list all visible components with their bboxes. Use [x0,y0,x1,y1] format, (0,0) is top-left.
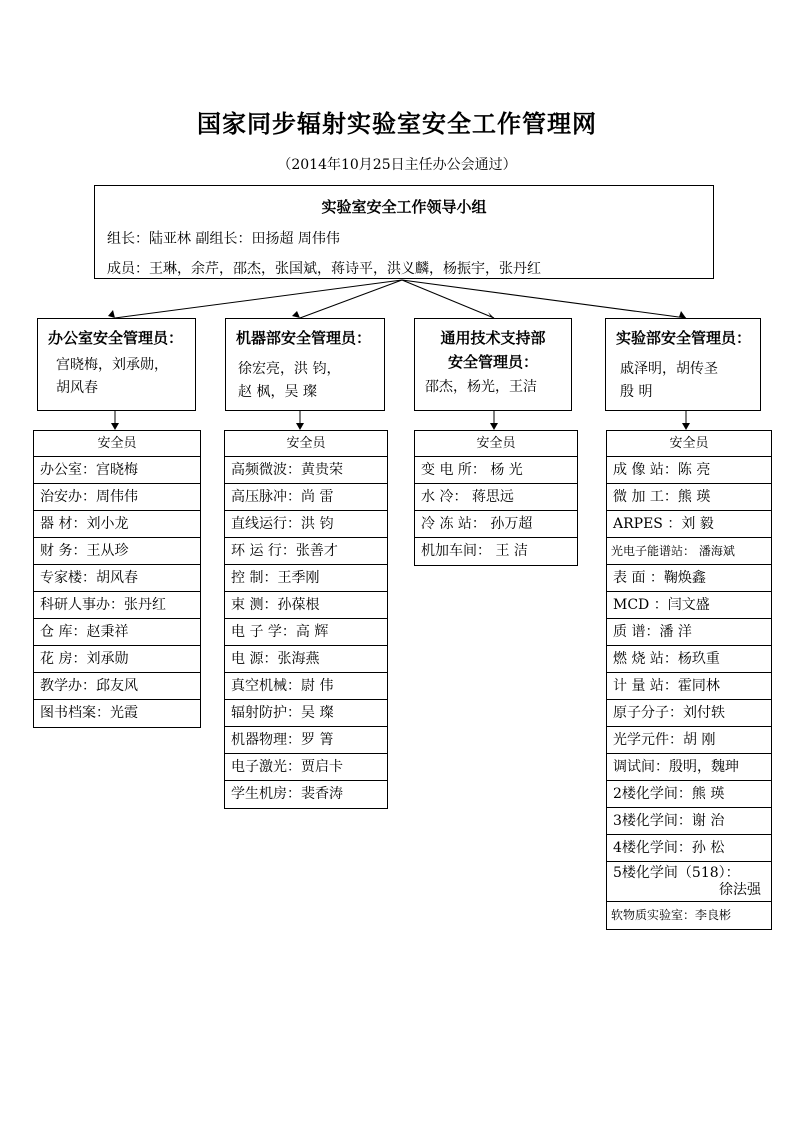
safety-officer-row: 专家楼：胡风春 [34,565,200,592]
tech-support-manager-heading-2: 安全管理员： [447,353,538,371]
safety-officer-header: 安全员 [415,431,577,457]
safety-officer-row: 财 务：王从珍 [34,538,200,565]
safety-officer-row: 环 运 行：张善才 [225,538,387,565]
machine-manager-heading: 机器部安全管理员： [236,329,372,347]
experiment-safety-table [606,430,772,930]
machine-safety-table [224,430,388,809]
page-subtitle: （2014年10月25日主任办公会通过） [277,157,517,173]
safety-officer-row: 质 谱：潘 洋 [607,619,771,646]
office-safety-table [33,430,201,728]
safety-officer-row-label: 5楼化学间（518）： [613,865,740,881]
safety-officer-row: 4楼化学间：孙 松 [607,835,771,862]
safety-officer-row: 仓 库：赵秉祥 [34,619,200,646]
machine-manager-names-1: 徐宏亮，洪 钧， [238,361,341,377]
safety-officer-row: 办公室：宫晓梅 [34,457,200,484]
safety-officer-row: 机加车间： 王 洁 [421,543,528,559]
safety-officer-row: 电 源：张海燕 [225,646,387,673]
tech-support-manager-heading: 通用技术支持部 [440,329,546,347]
safety-officer-row: 光电子能谱站： 潘海斌 [607,538,771,565]
tech-support-manager-names: 邵杰，杨光，王洁 [425,379,537,395]
safety-officer-row: 光学元件：胡 刚 [607,727,771,754]
leadership-group-box [94,185,714,279]
safety-officer-row: 花 房：刘承勋 [34,646,200,673]
safety-officer-row: 燃 烧 站：杨玖重 [607,646,771,673]
safety-officer-row: 高压脉冲：尚 雷 [225,484,387,511]
safety-officer-row: 治安办：周伟伟 [34,484,200,511]
safety-officer-row: 原子分子：刘付轶 [607,700,771,727]
safety-officer-row: 电 子 学：高 辉 [225,619,387,646]
leadership-heading: 实验室安全工作领导小组 [321,198,487,216]
safety-officer-row: 高频微波：黄贵荣 [225,457,387,484]
page-title: 国家同步辐射实验室安全工作管理网 [197,109,597,138]
safety-officer-row: MCD ：闫文盛 [607,592,771,619]
safety-officer-row: 器 材：刘小龙 [34,511,200,538]
members-line: 成员：王琳，余芹，邵杰，张国斌，蒋诗平，洪义麟，杨振宇，张丹红 [107,261,541,277]
safety-officer-row: 控 制：王季刚 [225,565,387,592]
safety-officer-row: 学生机房：裴香涛 [231,786,343,802]
safety-officer-row: 直线运行：洪 钧 [225,511,387,538]
office-manager-box [37,318,196,411]
office-manager-names-2: 胡风春 [56,380,98,396]
safety-officer-row: 变 电 所： 杨 光 [415,457,577,484]
safety-officer-row-name: 徐法强 [719,882,761,898]
experiment-manager-box [605,318,761,411]
experiment-manager-heading: 实验部安全管理员： [616,329,752,347]
experiment-manager-names-2: 殷 明 [620,384,653,400]
safety-officer-row: 软物质实验室：李良彬 [611,908,732,922]
safety-officer-row: 成 像 站：陈 亮 [607,457,771,484]
safety-officer-row: 水 冷： 蒋思远 [415,484,577,511]
safety-officer-row: 调试间：殷明，魏珅 [607,754,771,781]
office-manager-heading: 办公室安全管理员： [48,329,184,347]
safety-officer-row: 微 加 工：熊 瑛 [607,484,771,511]
safety-officer-row: 图书档案：光霞 [40,705,138,721]
safety-officer-row: 计 量 站：霍同林 [607,673,771,700]
safety-officer-header: 安全员 [225,431,387,457]
safety-officer-header: 安全员 [607,431,771,457]
safety-officer-row: 束 测：孙葆根 [225,592,387,619]
machine-manager-names-2: 赵 枫，吴 璨 [238,384,317,400]
office-manager-names-1: 宫晓梅，刘承勋， [56,357,168,373]
safety-officer-row: 教学办：邱友风 [34,673,200,700]
safety-officer-row: 2楼化学间：熊 瑛 [607,781,771,808]
safety-officer-row: 真空机械：尉 伟 [225,673,387,700]
leaders-line: 组长：陆亚林 副组长：田扬超 周伟伟 [107,231,340,247]
safety-officer-header: 安全员 [34,431,200,457]
safety-officer-row [607,862,771,902]
tech-support-manager-box [414,318,572,411]
safety-officer-row: 冷 冻 站： 孙万超 [415,511,577,538]
experiment-manager-names-1: 戚泽明，胡传圣 [620,361,718,377]
tech-support-safety-table [414,430,578,566]
safety-officer-row: 机器物理：罗 箐 [225,727,387,754]
safety-officer-row: 科研人事办：张丹红 [34,592,200,619]
machine-manager-box [225,318,385,411]
safety-officer-row: 辐射防护：吴 璨 [225,700,387,727]
safety-officer-row: ARPES ：刘 毅 [607,511,771,538]
safety-officer-row: 电子激光：贾启卡 [225,754,387,781]
safety-officer-row: 表 面 ：鞠焕鑫 [607,565,771,592]
safety-officer-row: 3楼化学间：谢 治 [607,808,771,835]
